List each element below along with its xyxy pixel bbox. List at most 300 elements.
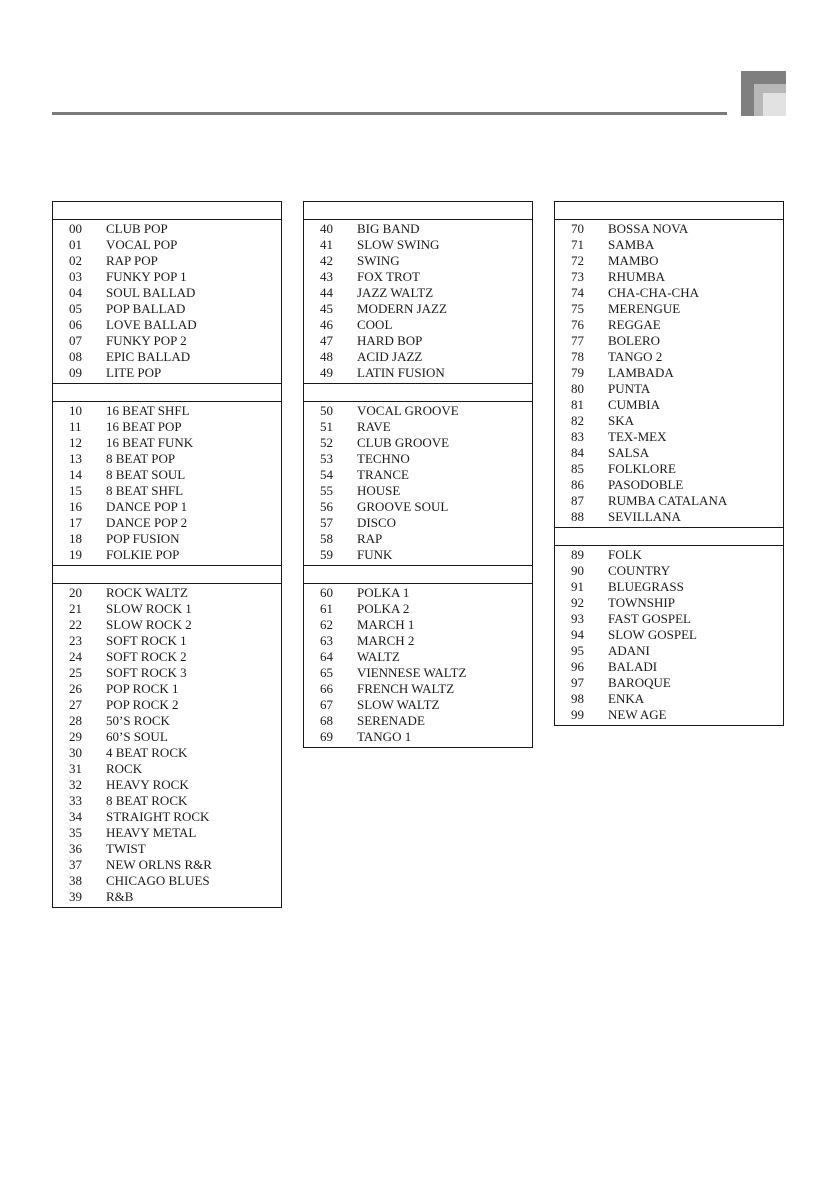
style-row — [304, 333, 532, 349]
style-name: TEX-MEX — [608, 429, 667, 444]
style-group — [555, 220, 783, 527]
style-row — [304, 221, 532, 237]
group-header-band — [555, 527, 783, 546]
style-row — [53, 649, 281, 665]
style-name: NEW ORLNS R&R — [106, 857, 212, 872]
style-name: SLOW SWING — [357, 237, 440, 252]
style-number: 03 — [69, 269, 82, 284]
style-list-column-1 — [52, 201, 282, 908]
style-name: NEW AGE — [608, 707, 667, 722]
style-name: 8 BEAT POP — [106, 451, 176, 466]
style-row — [53, 841, 281, 857]
style-row — [53, 873, 281, 889]
style-name: ACID JAZZ — [357, 349, 423, 364]
style-row — [555, 659, 783, 675]
style-row — [304, 649, 532, 665]
style-number: 69 — [320, 729, 333, 744]
style-row — [304, 301, 532, 317]
style-row — [53, 237, 281, 253]
style-row — [53, 435, 281, 451]
style-number: 63 — [320, 633, 333, 648]
style-row — [304, 681, 532, 697]
style-number: 27 — [69, 697, 82, 712]
style-row — [53, 317, 281, 333]
style-row — [304, 531, 532, 547]
style-number: 57 — [320, 515, 333, 530]
style-number: 06 — [69, 317, 82, 332]
style-name: POP ROCK 2 — [106, 697, 179, 712]
style-group — [304, 584, 532, 747]
style-number: 75 — [571, 301, 584, 316]
style-name: POP BALLAD — [106, 301, 186, 316]
style-row — [304, 285, 532, 301]
style-number: 86 — [571, 477, 584, 492]
style-number: 14 — [69, 467, 82, 482]
style-number: 28 — [69, 713, 82, 728]
style-name: BOSSA NOVA — [608, 221, 689, 236]
style-number: 45 — [320, 301, 333, 316]
style-number: 41 — [320, 237, 333, 252]
style-row — [53, 451, 281, 467]
style-number: 21 — [69, 601, 82, 616]
style-group — [555, 546, 783, 725]
style-group — [53, 220, 281, 383]
style-name: VIENNESE WALTZ — [357, 665, 467, 680]
style-number: 99 — [571, 707, 584, 722]
style-row — [555, 381, 783, 397]
style-name: LITE POP — [106, 365, 162, 380]
style-name: VOCAL POP — [106, 237, 178, 252]
style-row — [304, 435, 532, 451]
style-row — [304, 349, 532, 365]
style-name: SLOW WALTZ — [357, 697, 440, 712]
style-name: TANGO 2 — [608, 349, 663, 364]
style-number: 40 — [320, 221, 333, 236]
style-name: SLOW ROCK 2 — [106, 617, 192, 632]
style-row — [555, 397, 783, 413]
style-name: CHA-CHA-CHA — [608, 285, 699, 300]
style-row — [555, 237, 783, 253]
style-number: 49 — [320, 365, 333, 380]
style-row — [53, 285, 281, 301]
style-row — [555, 563, 783, 579]
style-name: FUNKY POP 1 — [106, 269, 187, 284]
style-name: FAST GOSPEL — [608, 611, 691, 626]
style-row — [53, 483, 281, 499]
style-number: 81 — [571, 397, 584, 412]
style-number: 67 — [320, 697, 333, 712]
style-name: MAMBO — [608, 253, 659, 268]
style-number: 77 — [571, 333, 584, 348]
style-row — [304, 237, 532, 253]
style-name: HOUSE — [357, 483, 401, 498]
style-row — [53, 761, 281, 777]
style-name: MARCH 1 — [357, 617, 415, 632]
style-name: SKA — [608, 413, 635, 428]
style-row — [53, 547, 281, 563]
style-row — [555, 253, 783, 269]
style-number: 42 — [320, 253, 333, 268]
style-name: EPIC BALLAD — [106, 349, 191, 364]
style-name: SLOW ROCK 1 — [106, 601, 192, 616]
style-name: ENKA — [608, 691, 645, 706]
group-header-band — [304, 383, 532, 402]
style-name: GROOVE SOUL — [357, 499, 449, 514]
style-number: 74 — [571, 285, 584, 300]
style-list-column-2 — [303, 201, 533, 748]
style-name: 16 BEAT FUNK — [106, 435, 194, 450]
style-number: 90 — [571, 563, 584, 578]
style-name: 8 BEAT SOUL — [106, 467, 186, 482]
style-name: 16 BEAT SHFL — [106, 403, 190, 418]
style-name: JAZZ WALTZ — [357, 285, 434, 300]
style-number: 87 — [571, 493, 584, 508]
style-number: 01 — [69, 237, 82, 252]
style-row — [53, 515, 281, 531]
style-number: 61 — [320, 601, 333, 616]
style-number: 26 — [69, 681, 82, 696]
style-number: 64 — [320, 649, 333, 664]
style-row — [304, 713, 532, 729]
style-number: 11 — [69, 419, 82, 434]
style-name: DANCE POP 2 — [106, 515, 188, 530]
style-name: FUNK — [357, 547, 393, 562]
style-row — [304, 633, 532, 649]
style-number: 82 — [571, 413, 584, 428]
style-row — [304, 317, 532, 333]
style-row — [555, 301, 783, 317]
style-number: 85 — [571, 461, 584, 476]
style-name: BAROQUE — [608, 675, 671, 690]
style-name: VOCAL GROOVE — [357, 403, 459, 418]
style-name: TRANCE — [357, 467, 409, 482]
style-number: 04 — [69, 285, 82, 300]
style-name: FOLKLORE — [608, 461, 676, 476]
style-number: 56 — [320, 499, 333, 514]
style-row — [53, 419, 281, 435]
style-name: 60’S SOUL — [106, 729, 168, 744]
style-name: LOVE BALLAD — [106, 317, 197, 332]
style-name: REGGAE — [608, 317, 661, 332]
style-number: 24 — [69, 649, 82, 664]
style-row — [53, 531, 281, 547]
style-row — [53, 713, 281, 729]
style-row — [304, 665, 532, 681]
style-name: MERENGUE — [608, 301, 681, 316]
style-name: RHUMBA — [608, 269, 666, 284]
style-name: TWIST — [106, 841, 146, 856]
style-row — [555, 285, 783, 301]
style-number: 30 — [69, 745, 82, 760]
style-number: 29 — [69, 729, 82, 744]
style-number: 37 — [69, 857, 82, 872]
group-header-band — [53, 383, 281, 402]
style-number: 12 — [69, 435, 82, 450]
style-number: 60 — [320, 585, 333, 600]
style-name: POP ROCK 1 — [106, 681, 179, 696]
style-number: 97 — [571, 675, 584, 690]
style-name: DANCE POP 1 — [106, 499, 188, 514]
style-row — [555, 365, 783, 381]
style-row — [53, 617, 281, 633]
style-number: 70 — [571, 221, 584, 236]
style-number: 10 — [69, 403, 82, 418]
style-name: STRAIGHT ROCK — [106, 809, 210, 824]
style-number: 79 — [571, 365, 584, 380]
style-number: 54 — [320, 467, 333, 482]
style-name: ROCK WALTZ — [106, 585, 188, 600]
style-name: RAVE — [357, 419, 391, 434]
style-row — [555, 317, 783, 333]
style-name: 8 BEAT ROCK — [106, 793, 188, 808]
style-name: SEVILLANA — [608, 509, 681, 524]
style-row — [304, 547, 532, 563]
style-name: RAP POP — [106, 253, 158, 268]
style-number: 16 — [69, 499, 82, 514]
style-name: SOFT ROCK 1 — [106, 633, 187, 648]
style-number: 59 — [320, 547, 333, 562]
style-name: SOFT ROCK 3 — [106, 665, 187, 680]
style-name: 4 BEAT ROCK — [106, 745, 188, 760]
style-row — [53, 365, 281, 381]
style-row — [53, 333, 281, 349]
style-name: CHICAGO BLUES — [106, 873, 210, 888]
style-number: 22 — [69, 617, 82, 632]
style-number: 15 — [69, 483, 82, 498]
style-number: 44 — [320, 285, 333, 300]
style-row — [555, 269, 783, 285]
style-row — [53, 585, 281, 601]
style-row — [304, 617, 532, 633]
style-name: COUNTRY — [608, 563, 671, 578]
style-row — [304, 483, 532, 499]
style-name: SLOW GOSPEL — [608, 627, 697, 642]
style-row — [555, 547, 783, 563]
style-row — [555, 627, 783, 643]
style-row — [53, 467, 281, 483]
style-name: PASODOBLE — [608, 477, 684, 492]
style-name: ADANI — [608, 643, 650, 658]
style-row — [555, 611, 783, 627]
style-number: 71 — [571, 237, 584, 252]
style-number: 53 — [320, 451, 333, 466]
style-name: 16 BEAT POP — [106, 419, 182, 434]
style-number: 66 — [320, 681, 333, 696]
style-name: FOLKIE POP — [106, 547, 180, 562]
style-row — [555, 477, 783, 493]
style-number: 33 — [69, 793, 82, 808]
style-row — [304, 499, 532, 515]
style-number: 51 — [320, 419, 333, 434]
style-row — [555, 445, 783, 461]
style-group — [304, 220, 532, 383]
style-row — [304, 451, 532, 467]
style-number: 48 — [320, 349, 333, 364]
style-number: 93 — [571, 611, 584, 626]
style-name: FRENCH WALTZ — [357, 681, 455, 696]
page-corner-tab-center — [763, 93, 786, 116]
style-name: WALTZ — [357, 649, 400, 664]
style-name: LATIN FUSION — [357, 365, 445, 380]
style-row — [53, 601, 281, 617]
style-name: TOWNSHIP — [608, 595, 675, 610]
style-row — [53, 403, 281, 419]
style-number: 89 — [571, 547, 584, 562]
style-row — [555, 595, 783, 611]
style-name: LAMBADA — [608, 365, 674, 380]
style-row — [53, 349, 281, 365]
style-row — [304, 403, 532, 419]
style-name: BIG BAND — [357, 221, 420, 236]
style-number: 07 — [69, 333, 82, 348]
style-name: SERENADE — [357, 713, 425, 728]
style-number: 47 — [320, 333, 333, 348]
style-number: 68 — [320, 713, 333, 728]
style-name: RAP — [357, 531, 383, 546]
style-list-column-3 — [554, 201, 784, 726]
style-number: 09 — [69, 365, 82, 380]
style-row — [555, 461, 783, 477]
style-number: 83 — [571, 429, 584, 444]
style-number: 13 — [69, 451, 82, 466]
style-name: BOLERO — [608, 333, 660, 348]
style-number: 36 — [69, 841, 82, 856]
style-name: BLUEGRASS — [608, 579, 684, 594]
style-number: 50 — [320, 403, 333, 418]
style-group — [53, 402, 281, 565]
style-name: TECHNO — [357, 451, 410, 466]
style-number: 72 — [571, 253, 584, 268]
style-number: 38 — [69, 873, 82, 888]
style-number: 43 — [320, 269, 333, 284]
style-number: 08 — [69, 349, 82, 364]
style-row — [53, 857, 281, 873]
style-row — [304, 253, 532, 269]
style-number: 80 — [571, 381, 584, 396]
style-row — [53, 301, 281, 317]
style-name: SWING — [357, 253, 400, 268]
style-name: POP FUSION — [106, 531, 180, 546]
style-row — [304, 467, 532, 483]
style-row — [53, 499, 281, 515]
style-number: 94 — [571, 627, 584, 642]
style-number: 92 — [571, 595, 584, 610]
style-name: POLKA 2 — [357, 601, 410, 616]
style-row — [304, 697, 532, 713]
style-name: DISCO — [357, 515, 397, 530]
group-header-band — [53, 202, 281, 220]
style-number: 05 — [69, 301, 82, 316]
style-row — [555, 493, 783, 509]
style-number: 62 — [320, 617, 333, 632]
style-number: 78 — [571, 349, 584, 364]
style-number: 35 — [69, 825, 82, 840]
style-row — [304, 365, 532, 381]
style-group — [304, 402, 532, 565]
style-name: 50’S ROCK — [106, 713, 170, 728]
style-number: 31 — [69, 761, 82, 776]
style-number: 19 — [69, 547, 82, 562]
style-row — [53, 889, 281, 905]
style-name: HARD BOP — [357, 333, 423, 348]
style-row — [53, 269, 281, 285]
group-header-band — [555, 202, 783, 220]
style-row — [53, 697, 281, 713]
style-row — [555, 221, 783, 237]
style-number: 39 — [69, 889, 82, 904]
style-row — [53, 633, 281, 649]
style-name: TANGO 1 — [357, 729, 412, 744]
style-number: 32 — [69, 777, 82, 792]
style-number: 76 — [571, 317, 584, 332]
style-row — [555, 413, 783, 429]
style-name: FOX TROT — [357, 269, 420, 284]
style-name: HEAVY METAL — [106, 825, 197, 840]
style-name: CLUB POP — [106, 221, 168, 236]
style-row — [555, 643, 783, 659]
style-row — [53, 793, 281, 809]
style-number: 02 — [69, 253, 82, 268]
style-number: 34 — [69, 809, 82, 824]
style-row — [555, 509, 783, 525]
style-number: 91 — [571, 579, 584, 594]
style-row — [555, 707, 783, 723]
style-name: MARCH 2 — [357, 633, 415, 648]
style-name: R&B — [106, 889, 134, 904]
style-row — [304, 269, 532, 285]
style-name: ROCK — [106, 761, 143, 776]
style-number: 96 — [571, 659, 584, 674]
style-row — [53, 809, 281, 825]
style-name: CUMBIA — [608, 397, 661, 412]
style-name: 8 BEAT SHFL — [106, 483, 184, 498]
style-number: 84 — [571, 445, 584, 460]
style-name: COOL — [357, 317, 393, 332]
style-name: RUMBA CATALANA — [608, 493, 728, 508]
style-row — [53, 745, 281, 761]
style-name: BALADI — [608, 659, 658, 674]
style-row — [555, 429, 783, 445]
style-number: 25 — [69, 665, 82, 680]
style-row — [53, 825, 281, 841]
style-row — [304, 729, 532, 745]
style-name: FUNKY POP 2 — [106, 333, 187, 348]
style-name: SAMBA — [608, 237, 655, 252]
style-row — [53, 681, 281, 697]
style-number: 20 — [69, 585, 82, 600]
style-number: 58 — [320, 531, 333, 546]
style-name: POLKA 1 — [357, 585, 410, 600]
style-number: 65 — [320, 665, 333, 680]
style-row — [304, 515, 532, 531]
style-name: SOFT ROCK 2 — [106, 649, 187, 664]
style-number: 55 — [320, 483, 333, 498]
style-number: 98 — [571, 691, 584, 706]
style-group — [53, 584, 281, 907]
style-row — [53, 221, 281, 237]
style-name: FOLK — [608, 547, 642, 562]
style-name: MODERN JAZZ — [357, 301, 447, 316]
style-row — [304, 419, 532, 435]
style-number: 23 — [69, 633, 82, 648]
style-number: 46 — [320, 317, 333, 332]
style-name: PUNTA — [608, 381, 651, 396]
style-number: 17 — [69, 515, 82, 530]
style-row — [555, 349, 783, 365]
style-number: 00 — [69, 221, 82, 236]
style-number: 73 — [571, 269, 584, 284]
style-row — [555, 333, 783, 349]
